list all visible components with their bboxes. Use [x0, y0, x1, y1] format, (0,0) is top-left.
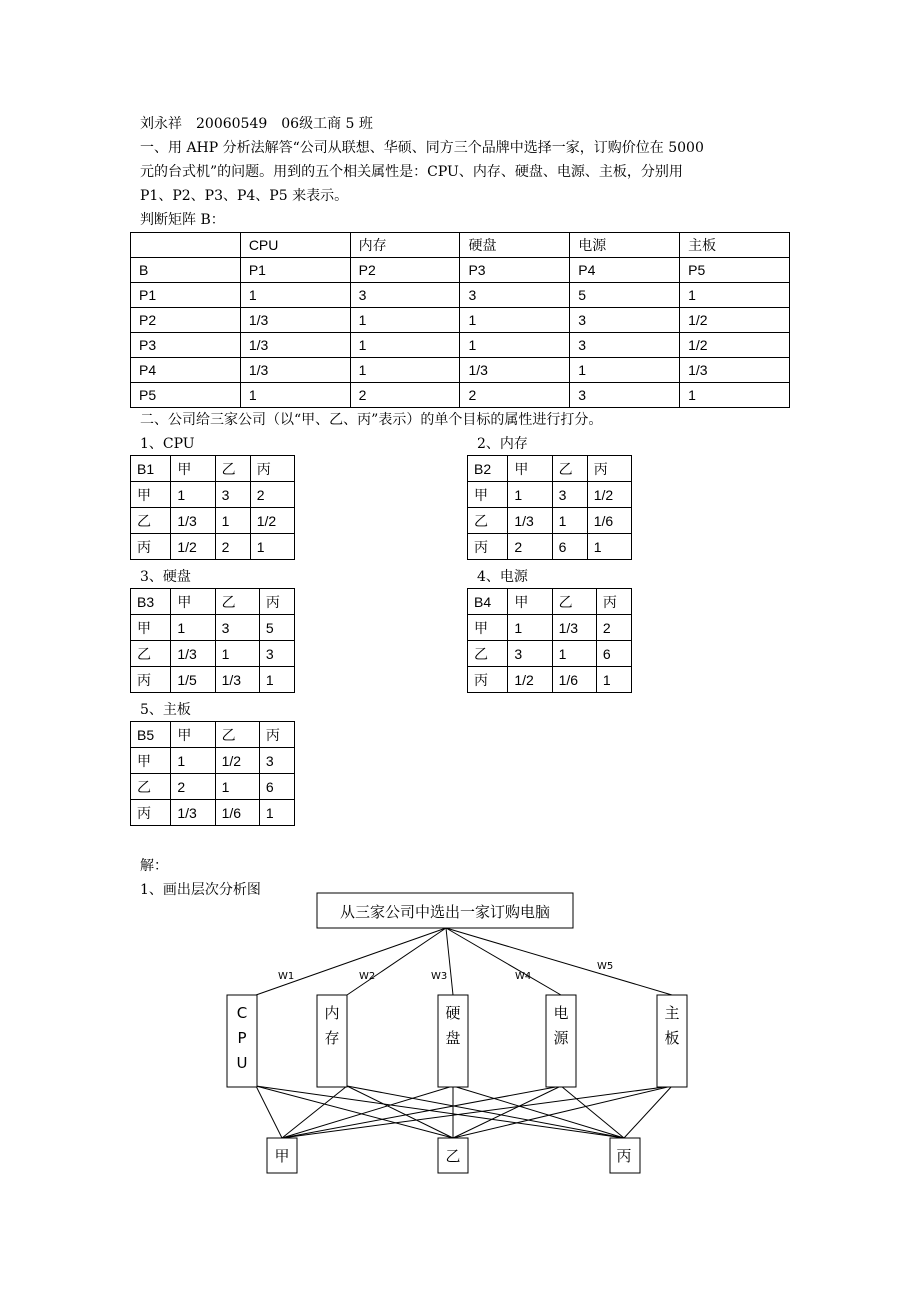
matrix-b-cell: 1	[350, 358, 460, 383]
criterion-power-char-1: 电	[553, 1004, 569, 1022]
subtable-cell: 甲	[171, 456, 215, 482]
matrix-b-cell: 内存	[350, 233, 460, 258]
subtable-cell: 1	[596, 667, 631, 693]
matrix-b-cell: 3	[570, 383, 680, 408]
weight-w5: W5	[597, 961, 614, 972]
subtable-cell: 2	[596, 615, 631, 641]
subtable-cell: 1	[250, 534, 294, 560]
matrix-b-cell: 1/3	[240, 333, 350, 358]
subtable-cell: 乙	[552, 456, 587, 482]
subtable-cell: 乙	[468, 508, 508, 534]
subtable-cell: 6	[596, 641, 631, 667]
subtable-cell: 1/3	[508, 508, 552, 534]
criterion-cpu-char-3: U	[236, 1054, 248, 1072]
criterion-memory-char-2: 存	[324, 1029, 340, 1047]
intro-line-1: 一、用 AHP 分析法解答“公司从联想、华硕、同方三个品牌中选择一家，订购价位在 5000	[140, 140, 704, 156]
matrix-b-cell: 3	[570, 308, 680, 333]
edges-criteria-alternatives	[256, 1086, 672, 1138]
matrix-b-cell: 3	[460, 283, 570, 308]
subtable-cell: 1	[587, 534, 631, 560]
matrix-b-cell: 主板	[680, 233, 790, 258]
subtable-cell: B1	[131, 456, 171, 482]
subtable-cell: 1/3	[215, 667, 259, 693]
subtable-cell: 1	[171, 482, 215, 508]
matrix-b-cell: 1/3	[680, 358, 790, 383]
subtable-title-cpu: 1、CPU	[140, 436, 195, 452]
matrix-b-cell: 电源	[570, 233, 680, 258]
edge-goal-motherboard	[446, 928, 672, 995]
subtable-cell: 1	[552, 641, 596, 667]
subtable-cell: 甲	[171, 722, 215, 748]
criterion-cpu-char-2: P	[237, 1029, 247, 1047]
matrix-b-cell: B	[131, 258, 241, 283]
subtable-cell: 甲	[131, 615, 171, 641]
matrix-b-cell: 2	[460, 383, 570, 408]
subtable-cell: 1	[508, 615, 552, 641]
matrix-b-cell: P5	[680, 258, 790, 283]
criterion-power-char-2: 源	[553, 1029, 569, 1047]
alternative-c-label: 丙	[616, 1147, 632, 1165]
subtable-cell: 丙	[468, 534, 508, 560]
subtable-cell: 乙	[468, 641, 508, 667]
alternative-b-label: 乙	[445, 1147, 461, 1165]
matrix-b-cell: 1	[570, 358, 680, 383]
matrix-b-cell: P3	[131, 333, 241, 358]
solution-step-1: 1、画出层次分析图	[140, 882, 261, 898]
subtable-cell: B3	[131, 589, 171, 615]
subtable-cell: 甲	[131, 748, 171, 774]
edge-goal-cpu	[256, 928, 446, 995]
subtable-cell: 3	[508, 641, 552, 667]
subtable-cell: 2	[215, 534, 250, 560]
edge-goal-power	[446, 928, 561, 995]
subtable-cell: 1	[259, 800, 294, 826]
subtable-cell: B4	[468, 589, 508, 615]
subtable-cell: 丙	[259, 589, 294, 615]
matrix-b-cell: P1	[240, 258, 350, 283]
subtable-cell: 3	[259, 748, 294, 774]
section-2-title: 二、公司给三家公司（以“甲、乙、丙”表示）的单个目标的属性进行打分。	[140, 412, 603, 428]
subtable-cell: 3	[215, 482, 250, 508]
subtable-cell: 1/3	[171, 641, 215, 667]
subtable-cell: 乙	[131, 508, 171, 534]
subtable-cell: 1/6	[587, 508, 631, 534]
matrix-b-cell: 1/3	[240, 358, 350, 383]
subtable-title-power: 4、电源	[477, 569, 528, 585]
matrix-b-cell: 1/2	[680, 308, 790, 333]
subtable-cell: 乙	[131, 641, 171, 667]
subtable-cell: 丙	[250, 456, 294, 482]
matrix-b-cell: 1	[240, 283, 350, 308]
subtable-cell: 甲	[468, 482, 508, 508]
subtable-cell: B5	[131, 722, 171, 748]
matrix-b-cell: 1	[240, 383, 350, 408]
matrix-b-cell: 1	[680, 383, 790, 408]
intro-line-2: 元的台式机”的问题。用到的五个相关属性是：CPU、内存、硬盘、电源、主板，分别用	[140, 164, 683, 180]
matrix-b-cell: P4	[570, 258, 680, 283]
matrix-b-cell: CPU	[240, 233, 350, 258]
subtable-cell: 1	[215, 508, 250, 534]
alternative-a-label: 甲	[274, 1147, 290, 1165]
subtable-cell: 丙	[131, 667, 171, 693]
subtable-cell: 3	[552, 482, 587, 508]
subtable-cell: 6	[259, 774, 294, 800]
criterion-disk-char-1: 硬	[445, 1004, 461, 1022]
subtable-cell: 1/2	[587, 482, 631, 508]
criterion-memory-char-1: 内	[324, 1004, 340, 1022]
subtable-cell: 乙	[215, 589, 259, 615]
goal-text: 从三家公司中选出一家订购电脑	[339, 903, 551, 921]
subtable-cell: 丙	[259, 722, 294, 748]
subtable-cell: 丙	[131, 800, 171, 826]
matrix-b-cell: 3	[350, 283, 460, 308]
matrix-b-cell: 1	[680, 283, 790, 308]
subtable-cell: 1/2	[508, 667, 552, 693]
weight-w4: W4	[515, 971, 532, 982]
subtable-cell: 1/2	[250, 508, 294, 534]
matrix-b-cell: 1	[350, 333, 460, 358]
subtable-cell: 甲	[131, 482, 171, 508]
subtable-cell: 甲	[508, 456, 552, 482]
subtable-cell: 5	[259, 615, 294, 641]
matrix-b-cell: 5	[570, 283, 680, 308]
matrix-b-cell: 1/2	[680, 333, 790, 358]
matrix-b-cell: P1	[131, 283, 241, 308]
solution-label: 解：	[140, 858, 168, 874]
subtable-title-motherboard: 5、主板	[140, 702, 191, 718]
criterion-cpu-char-1: C	[236, 1004, 248, 1022]
subtable-cell: 1	[508, 482, 552, 508]
edge-goal-disk	[446, 928, 453, 995]
intro-line-3: P1、P2、P3、P4、P5 来表示。	[140, 188, 349, 204]
matrix-b-cell: 1/3	[460, 358, 570, 383]
subtable-cell: 乙	[552, 589, 596, 615]
criterion-motherboard-char-2: 板	[664, 1029, 680, 1047]
matrix-b-cell: 1	[350, 308, 460, 333]
subtable-cell: 1/3	[171, 800, 215, 826]
matrix-b-cell: P2	[350, 258, 460, 283]
subtable-cell: 1/2	[215, 748, 259, 774]
subtable-cell: 1	[215, 774, 259, 800]
matrix-b-cell: 2	[350, 383, 460, 408]
subtable-cell: 6	[552, 534, 587, 560]
subtable-cell: 丙	[131, 534, 171, 560]
subtable-cell: 1/6	[552, 667, 596, 693]
criterion-motherboard-char-1: 主	[664, 1004, 680, 1022]
subtable-cell: B2	[468, 456, 508, 482]
subtable-cell: 1/5	[171, 667, 215, 693]
matrix-b-label: 判断矩阵 B：	[140, 212, 225, 228]
subtable-cell: 2	[508, 534, 552, 560]
subtable-cell: 2	[250, 482, 294, 508]
matrix-b-cell: 1/3	[240, 308, 350, 333]
subtable-title-disk: 3、硬盘	[140, 569, 191, 585]
subtable-cell: 甲	[171, 589, 215, 615]
subtable-cell: 乙	[215, 722, 259, 748]
weight-w1: W1	[278, 971, 295, 982]
matrix-b-cell: 3	[570, 333, 680, 358]
weight-w2: W2	[359, 971, 376, 982]
subtable-cell: 1	[259, 667, 294, 693]
weight-w3: W3	[431, 971, 448, 982]
subtable-title-memory: 2、内存	[477, 436, 528, 452]
subtable-cell: 1	[215, 641, 259, 667]
matrix-b-cell: P2	[131, 308, 241, 333]
subtable-cell: 1	[171, 615, 215, 641]
author-line: 刘永祥 20060549 06级工商 5 班	[140, 116, 373, 132]
matrix-b-cell: 硬盘	[460, 233, 570, 258]
subtable-cell: 1	[171, 748, 215, 774]
subtable-cell: 1/6	[215, 800, 259, 826]
subtable-cell: 3	[215, 615, 259, 641]
matrix-b-cell: P3	[460, 258, 570, 283]
matrix-b-cell: 1	[460, 333, 570, 358]
matrix-b-cell: P4	[131, 358, 241, 383]
matrix-b-cell: P5	[131, 383, 241, 408]
subtable-cell: 乙	[131, 774, 171, 800]
subtable-cell: 2	[171, 774, 215, 800]
matrix-b-cell: 1	[460, 308, 570, 333]
subtable-cell: 甲	[508, 589, 552, 615]
subtable-cell: 丙	[468, 667, 508, 693]
subtable-cell: 1/3	[552, 615, 596, 641]
criterion-disk-char-2: 盘	[445, 1029, 461, 1047]
subtable-cell: 3	[259, 641, 294, 667]
edge-goal-memory	[347, 928, 446, 995]
subtable-cell: 1/2	[171, 534, 215, 560]
subtable-cell: 乙	[215, 456, 250, 482]
subtable-cell: 1/3	[171, 508, 215, 534]
subtable-cell: 丙	[587, 456, 631, 482]
subtable-cell: 1	[552, 508, 587, 534]
subtable-cell: 甲	[468, 615, 508, 641]
subtable-cell: 丙	[596, 589, 631, 615]
